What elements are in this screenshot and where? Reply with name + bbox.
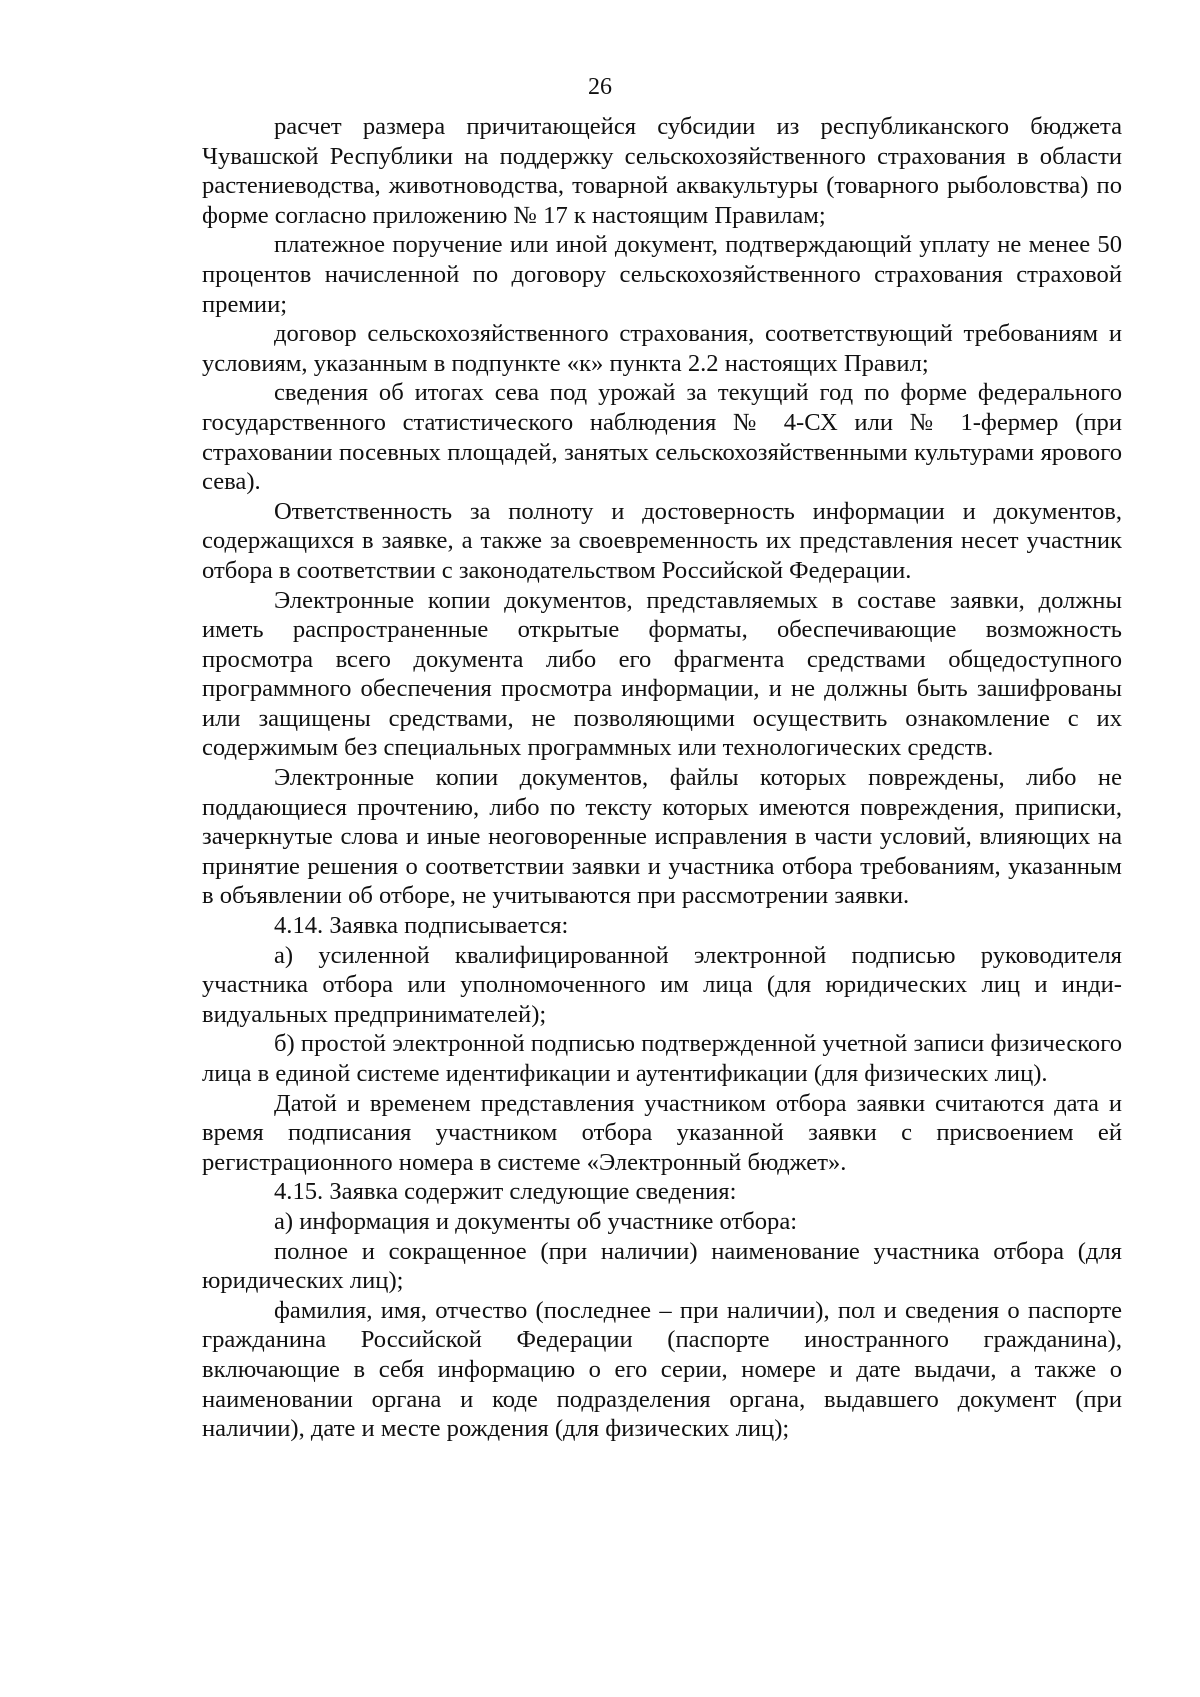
page-number: 26 — [588, 74, 612, 100]
paragraph-4-14-a: а) усиленной квалифицированной электронной подписью руководителя участника отбора или уполномоченного им лица (для юридических лиц и индивидуальных предпринимателей); — [202, 941, 1122, 1028]
paragraph-4-15-a: а) информация и документы об участнике отбора: — [274, 1207, 798, 1235]
paragraph-subsidy-calculation: расчет размера причитающейся субсидии из республиканского бюджета Чувашской Республики на поддержку сельскохозяйственного страхования в области растениеводства, животноводства, товарной аквакультуры (товарного рыболовства) по форме согласно приложению № 17 к настоящим Правилам; — [202, 113, 1122, 229]
paragraph-submission-date: Датой и временем представления участником отбора заявки считаются дата и время подписания участником отбора указанной заявки с присвоением ей регистрационного номера в системе «Электронный бюджет». — [202, 1089, 1122, 1176]
paragraph-insurance-contract: договор сельскохозяйственного страхования, соответствующий требованиям и условиям, указанным в подпункте «к» пункта 2.2 настоящих Правил; — [202, 320, 1122, 377]
paragraph-sowing-results: сведения об итогах сева под урожай за текущий год по форме федерального государственного статистического наблюдения № 4-СХ или № 1-фермер (при страховании посевных площадей, занятых сельскохозяйственными культурами ярового сева). — [202, 379, 1122, 496]
paragraph-responsibility: Ответственность за полноту и достоверность информации и документов, содержащихся в заявке, а также за своевременность их представления несет участник отбора в соответствии с законодательством Российской Федерации. — [202, 497, 1122, 584]
paragraph-electronic-copies-formats: Электронные копии документов, представляемых в составе заявки, должны иметь распространенные открытые форматы, обеспечивающие возможность просмотра всего документа либо его фрагмента средствами общедоступного программного обеспечения просмотра информации, и не должны быть зашифрованы или защищены средствами, не позволяющими осуществить ознакомление с их содержимым без специальных программных или технологических средств. — [202, 586, 1122, 762]
paragraph-passport-details: фамилия, имя, отчество (последнее – при наличии), пол и сведения о паспорте гражданина Российской Федерации (паспорте иностранного гражданина), включающие в себя информацию о его серии, номере и дате выдачи, а также о наименовании органа и коде подразделения органа, выдавшего документ (при наличии), дате и месте рождения (для физических лиц); — [202, 1296, 1122, 1443]
paragraph-payment-order: платежное поручение или иной документ, подтверждающий уплату не менее 50 процентов начисленной по договору сельскохозяйственного страхования страховой премии; — [202, 231, 1122, 318]
paragraph-4-15-contents: 4.15. Заявка содержит следующие сведения: — [274, 1178, 737, 1206]
paragraph-4-14-signing: 4.14. Заявка подписывается: — [274, 912, 569, 940]
document-body — [202, 112, 1122, 1444]
paragraph-4-14-b: б) простой электронной подписью подтвержденной учетной записи физического лица в единой системе идентификации и аутентификации (для физических лиц). — [202, 1030, 1122, 1087]
paragraph-damaged-files: Электронные копии документов, файлы которых повреждены, либо не поддающиеся прочтению, либо по тексту которых имеются повреждения, приписки, зачеркнутые слова и иные неоговоренные исправления в части условий, влияющих на принятие решения о соответствии заявки и участника отбора требованиям, указанным в объявлении об отборе, не учитываются при рассмотрении заявки. — [202, 764, 1122, 910]
paragraph-full-name-legal: полное и сокращенное (при наличии) наименование участника отбора (для юридических лиц); — [202, 1237, 1122, 1295]
